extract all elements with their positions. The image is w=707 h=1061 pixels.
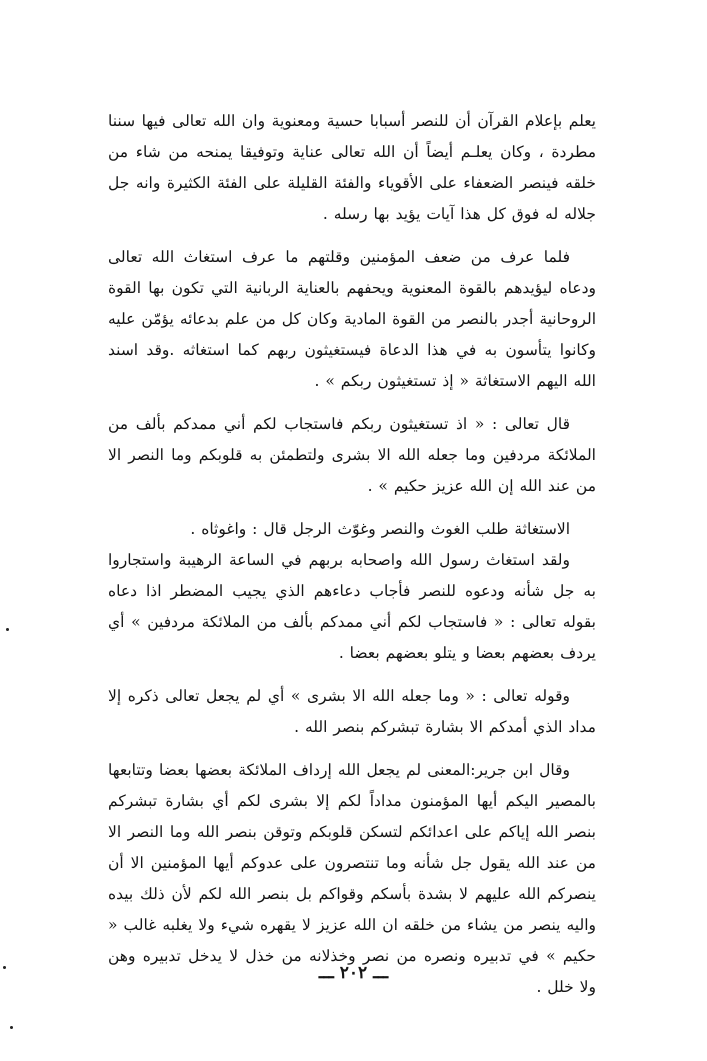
- page-body: [108, 106, 596, 1003]
- paragraph-2: فلما عرف من ضعف المؤمنين وقلتهم ما عرف استغاث الله تعالى ودعاه ليؤيدهم بالقوة المعنوية ويحفهم بالعناية الربانية التي تكون بها القوة الروحانية أجدر بالنصر من القوة المادية وكان كل من علم بدعائه يؤمّن عليه وكانوا يتأسون به في هذا الدعاة فيستغيثون ربهم كما استغاثه .وقد اسند الله اليهم الاستغاثة « إذ تستغيثون ربكم » .: [108, 248, 596, 390]
- paragraph-7: وقال ابن جرير:المعنى لم يجعل الله إرداف الملائكة بعضها بعضا وتتابعها بالمصير اليكم أيها المؤمنون مداداً لكم إلا بشرى لكم أي بشارة تبشركم بنصر الله إياكم على اعدائكم لتسكن قلوبكم وتوقن بنصر الله وما النصر الا من عند الله يقول جل شأنه وما تنتصرون على عدوكم أيها المؤمنين الا أن ينصركم الله عليهم لا بشدة بأسكم وقواكم بل بنصر الله لكم لأن ذلك بيده واليه ينصر من يشاء من خلقه ان الله عزيز لا يقهره شيء ولا يغلبه غالب « حكيم » في تدبيره ونصره من نصر وخذلانه من خذل لا يدخل تدبيره وهن ولا خلل .: [108, 761, 596, 996]
- margin-dot: [3, 966, 6, 969]
- paragraph-6: وقوله تعالى : « وما جعله الله الا بشرى » أي لم يجعل تعالى ذكره إلا مداد الذي أمدكم الا بشارة تبشركم بنصر الله .: [108, 687, 596, 736]
- margin-dot: [6, 628, 9, 631]
- paragraph-1: يعلم بإعلام القرآن أن للنصر أسبابا حسية ومعنوية وان الله تعالى فيها سننا مطردة ، وكان يعلـم أيضاً أن الله تعالى عناية وتوفيقا يمنحه من شاء من خلقه فينصر الضعفاء على الأقوياء والفئة القليلة على الفئة الكثيرة وانه جل جلاله له فوق كل هذا آيات يؤيد بها رسله .: [108, 112, 596, 223]
- page-number: ـــ ٢٠٢ ـــ: [318, 963, 389, 983]
- paragraph-5: ولقد استغاث رسول الله واصحابه بربهم في الساعة الرهيبة واستجاروا به جل شأنه ودعوه للنصر فأجاب دعاءهم الذي يجيب المضطر اذا دعاه بقوله تعالى : « فاستجاب لكم أني ممدكم بألف من الملائكة مردفين » أي يردف بعضهم بعضا و يتلو بعضهم بعضا .: [108, 551, 596, 662]
- paragraph-4: الاستغاثة طلب الغوث والنصر وغوّث الرجل قال : واغوثاه .: [190, 520, 570, 538]
- paragraph-3: قال تعالى : « اذ تستغيثون ربكم فاستجاب لكم أني ممدكم بألف من الملائكة مردفين وما جعله الله الا بشرى ولتطمئن به قلوبكم وما النصر الا من عند الله إن الله عزيز حكيم » .: [108, 415, 596, 495]
- margin-dot: [10, 1026, 13, 1029]
